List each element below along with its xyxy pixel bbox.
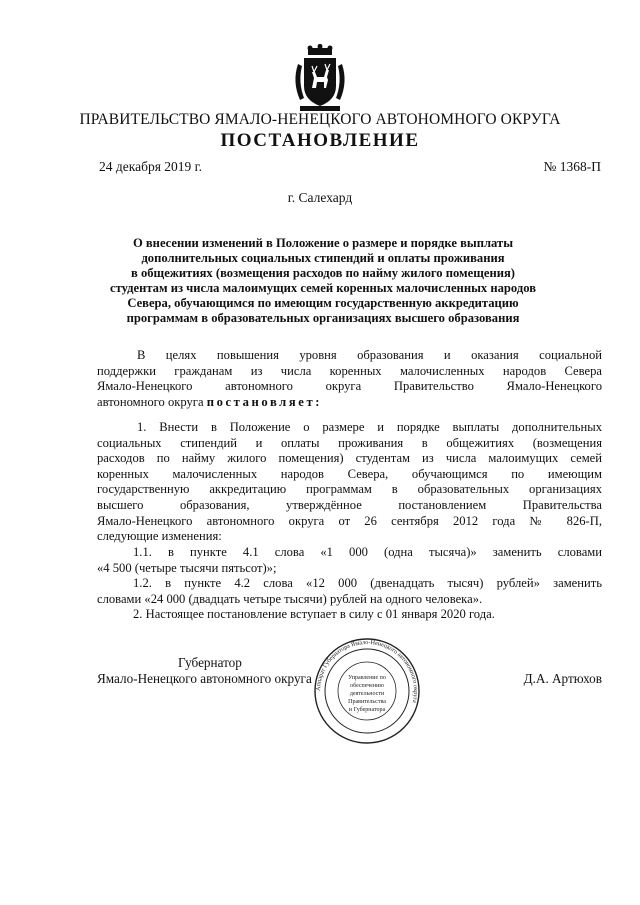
document-place: г. Салехард [287, 190, 353, 205]
coat-of-arms-icon [290, 44, 350, 114]
text-line: социальных стипендий и оплаты проживания в общежитиях (возмещения [97, 435, 602, 450]
signatory-region: Ямало-Ненецкого автономного округа [97, 671, 312, 686]
text-line: 1. Внести в Положение о размере и порядке выплаты дополнительных [137, 420, 602, 434]
text-line: «4 500 (четыре тысячи пятьсот)»; [97, 560, 277, 575]
text-line: государственную аккредитацию программам в образовательных организациях [97, 482, 602, 497]
text-line: Ямало-Ненецкого автономного округа от 26 сентября 2012 года № 826-П, [97, 513, 602, 528]
text-line: высшего образования, утверждённое постановлением Правительства [97, 497, 602, 512]
text-line: В целях повышения уровня образования и оказания социальной [137, 348, 602, 362]
stamp-line: деятельности [349, 691, 385, 697]
text-line: словами «24 000 (двадцать четыре тысячи) рублей на одного человека». [97, 591, 483, 606]
item-1-paragraph [97, 420, 602, 545]
text-line: 1.2. в пункте 4.2 слова «12 000 (двенадцать тысяч) рублей» заменить [133, 576, 602, 590]
signatory-name: Д.А. Артюхов [523, 671, 602, 686]
preamble-last-line: автономного округа [97, 394, 204, 409]
title-line: программам в образовательных организациях высшего образования [126, 311, 520, 326]
organization-name: ПРАВИТЕЛЬСТВО ЯМАЛО-НЕНЕЦКОГО АВТОНОМНОГО ОКРУГА [79, 111, 561, 128]
title-line: студентам из числа малоимущих семей коренных малочисленных народов [110, 281, 536, 296]
official-stamp [312, 636, 422, 746]
stamp-line: обеспечению [350, 683, 384, 689]
decree-word: постановляет: [206, 394, 323, 409]
title-line: в общежитиях (возмещения расходов по найму жилого помещения) [131, 266, 515, 281]
item-2-paragraph [97, 607, 602, 623]
text-line [97, 395, 602, 411]
text-line: расходов по найму жилого помещения) студентам из числа малоимущих семей [97, 451, 602, 466]
text-line: поддержки гражданам из числа коренных малочисленных народов Севера [97, 363, 602, 378]
signatory-title: Губернатор [178, 655, 242, 670]
text-line: 1.1. в пункте 4.1 слова «1 000 (одна тысяча)» заменить словами [133, 545, 602, 559]
text-line: 2. Настоящее постановление вступает в силу с 01 января 2020 года. [133, 607, 495, 621]
text-line: коренных малочисленных народов Севера, обучающимся по имеющим [97, 466, 602, 481]
title-line: дополнительных социальных стипендий и оплаты проживания [141, 251, 505, 266]
stamp-line: и Губернатора [348, 707, 386, 713]
text-line: Ямало-Ненецкого автономного округа Правительство Ямало-Ненецкого [97, 379, 602, 394]
item-1-1-paragraph [97, 545, 602, 576]
stamp-line: Правительства [348, 699, 386, 705]
text-line: следующие изменения: [97, 529, 222, 544]
document-title [100, 236, 546, 327]
document-type: ПОСТАНОВЛЕНИЕ [220, 130, 420, 151]
title-line: Севера, обучающимся по имеющим государственную аккредитацию [127, 296, 519, 311]
document-date: 24 декабря 2019 г. [99, 159, 203, 174]
title-line: О внесении изменений в Положение о размере и порядке выплаты [132, 236, 514, 250]
stamp-ring-text: Аппарат Губернатора Ямало-Ненецкого автономного округа [314, 638, 420, 704]
preamble-paragraph [97, 348, 602, 410]
item-1-2-paragraph [97, 576, 602, 607]
stamp-line: Управление по [348, 675, 386, 681]
document-number: № 1368-П [543, 159, 601, 174]
